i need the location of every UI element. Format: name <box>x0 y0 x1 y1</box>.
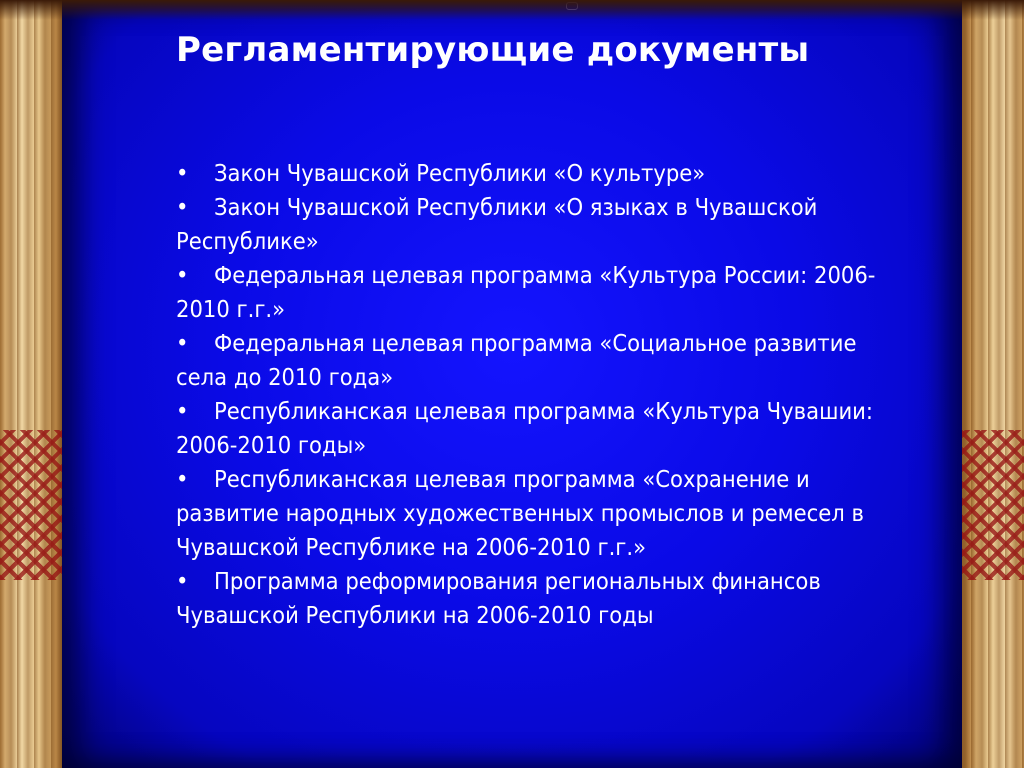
right-ornament-pattern <box>954 430 1024 580</box>
list-item-text: Закон Чувашской Республики «О культуре» <box>214 159 706 187</box>
list-item-text: Республиканская целевая программа «Культура Чувашии: 2006-2010 годы» <box>176 397 874 459</box>
left-curtain-border <box>0 0 70 768</box>
list-item-text: Закон Чувашской Республики «О языках в Чувашской Республике» <box>176 193 818 255</box>
list-item <box>176 394 896 462</box>
bullet-icon: • <box>176 465 189 493</box>
bullet-icon: • <box>176 567 189 595</box>
list-item-text: Республиканская целевая программа «Сохранение и развитие народных художественных промыслов и ремесел в Чувашской Республике на 2006-2010 г.г.» <box>176 465 864 561</box>
slide-title: Регламентирующие документы <box>176 30 810 70</box>
right-curtain-border <box>954 0 1024 768</box>
documents-list <box>176 156 896 632</box>
list-item <box>176 156 896 190</box>
list-item-text: Федеральная целевая программа «Социальное развитие села до 2010 года» <box>176 329 857 391</box>
bullet-icon: • <box>176 397 189 425</box>
list-item <box>176 258 896 326</box>
bullet-icon: • <box>176 261 189 289</box>
bullet-icon: • <box>176 193 189 221</box>
list-item <box>176 462 896 564</box>
bullet-icon: • <box>176 159 189 187</box>
top-shadow <box>0 0 1024 20</box>
list-item <box>176 190 896 258</box>
list-item-text: Федеральная целевая программа «Культура России: 2006-2010 г.г.» <box>176 261 876 323</box>
left-ornament-pattern <box>0 430 70 580</box>
bullet-icon: • <box>176 329 189 357</box>
list-item-text: Программа реформирования региональных финансов Чувашской Республики на 2006-2010 годы <box>176 567 821 629</box>
list-item <box>176 564 896 632</box>
list-item <box>176 326 896 394</box>
